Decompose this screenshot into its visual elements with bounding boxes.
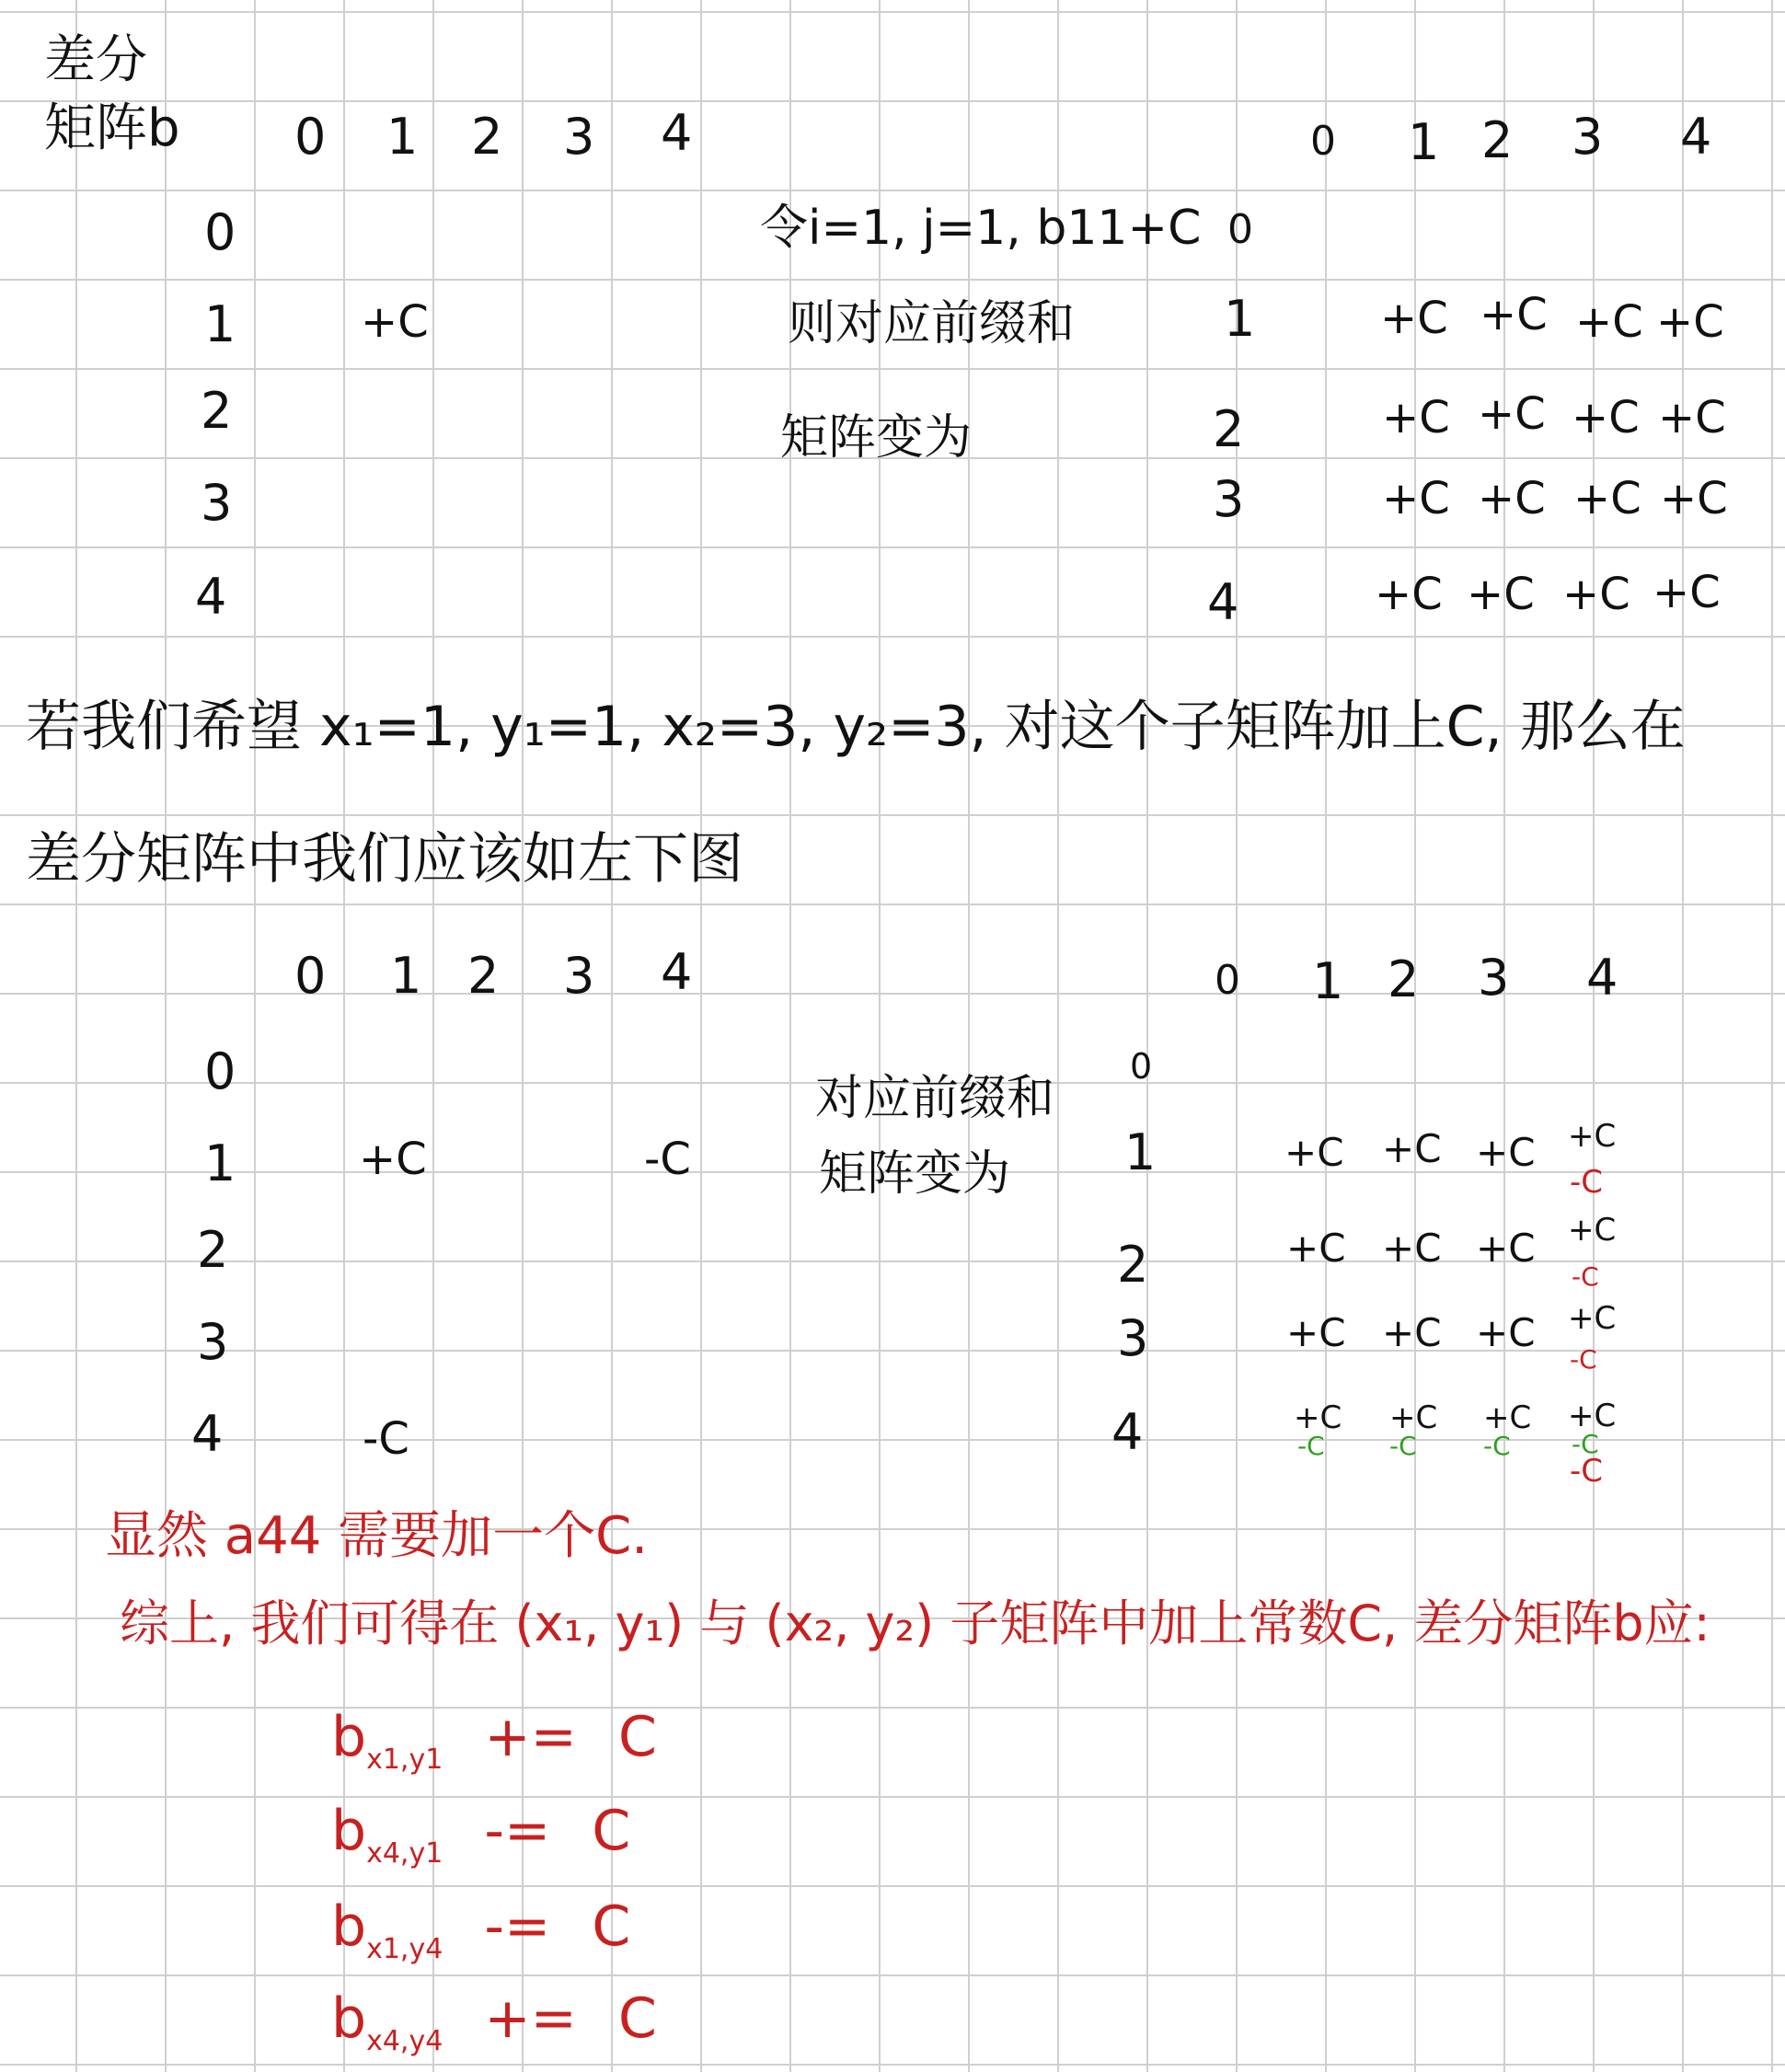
row-header: 2 (1213, 400, 1245, 458)
col-header: 2 (1388, 950, 1420, 1008)
note-line: 则对应前缀和 (788, 296, 1076, 351)
col-header: 3 (563, 108, 595, 166)
cell-value: +C (1286, 1310, 1346, 1355)
matrix-title-line2: 矩阵b (44, 98, 180, 158)
cell-value: +C (1476, 1130, 1536, 1175)
col-header: 1 (1408, 113, 1440, 171)
cell-value: +C (1568, 1300, 1617, 1337)
equation-1 (331, 1705, 657, 1776)
cell-value-minus: -C (1483, 1431, 1511, 1461)
cell-value: +C (1660, 473, 1728, 524)
cell-value-minus: -C (1572, 1429, 1599, 1459)
col-header: 4 (1586, 949, 1618, 1007)
eq-b: b (331, 1799, 367, 1863)
col-header: 3 (563, 947, 595, 1005)
eq-c: C (618, 1705, 657, 1769)
row-header: 0 (204, 203, 236, 261)
matrix-title-line1: 差分 (44, 30, 147, 90)
cell-value: +C (1656, 296, 1724, 348)
cell-value: +C (1389, 1399, 1438, 1436)
equation-3 (331, 1894, 631, 1965)
cell-value: +C (1467, 569, 1535, 620)
cell-value: +C (1476, 1310, 1536, 1355)
cell-value-minus: -C (1297, 1431, 1325, 1461)
eq-c: C (618, 1986, 657, 2051)
col-header: 0 (1310, 118, 1336, 165)
col-header: 2 (467, 947, 500, 1005)
col-header: 1 (1312, 952, 1344, 1010)
row-header: 3 (1213, 470, 1245, 528)
cell-value: +C (359, 1134, 427, 1185)
col-header: 4 (1680, 108, 1712, 166)
eq-op: -= (484, 1894, 551, 1959)
row-header: 0 (1130, 1046, 1153, 1087)
eq-c: C (592, 1894, 631, 1959)
cell-value-minus: -C (1570, 1344, 1597, 1375)
cell-value: -C (644, 1134, 691, 1185)
eq-subscript: x1,y1 (366, 1744, 443, 1776)
cell-value: +C (1568, 1118, 1617, 1155)
cell-value: +C (1568, 1212, 1617, 1249)
col-header: 0 (294, 947, 327, 1005)
eq-op: += (484, 1705, 577, 1769)
row-header: 2 (197, 1221, 229, 1279)
eq-b: b (331, 1894, 367, 1959)
cell-value: +C (1483, 1399, 1532, 1436)
note-line: 矩阵变为 (819, 1146, 1011, 1202)
cell-value: +C (361, 296, 429, 348)
cell-value: +C (1382, 1226, 1442, 1271)
col-header: 4 (661, 943, 693, 1001)
row-header: 3 (201, 474, 233, 532)
cell-value: +C (1382, 392, 1450, 443)
cell-value: +C (1575, 296, 1643, 348)
cell-value: +C (1476, 1226, 1536, 1271)
eq-op: -= (484, 1799, 551, 1863)
cell-value: +C (1653, 567, 1721, 618)
sentence-line2: 差分矩阵中我们应该如左下图 (26, 827, 743, 892)
note-line: 矩阵变为 (780, 410, 973, 466)
col-header: 1 (390, 947, 422, 1005)
cell-value: +C (1562, 569, 1630, 620)
eq-subscript: x1,y4 (366, 1933, 443, 1965)
cell-value: +C (1572, 392, 1640, 443)
sentence-line1: 若我们希望 x₁=1, y₁=1, x₂=3, y₂=3, 对这个子矩阵加上C, 那么在 (26, 695, 1686, 759)
col-header: 0 (294, 108, 327, 166)
row-header: 3 (1117, 1309, 1149, 1367)
col-header: 3 (1572, 108, 1604, 166)
cell-value: +C (1382, 1126, 1442, 1171)
cell-value: +C (1480, 289, 1548, 340)
equation-4 (331, 1986, 657, 2057)
row-header: 1 (1124, 1123, 1157, 1181)
row-header: 1 (204, 1134, 236, 1192)
cell-value: +C (1658, 392, 1726, 443)
cell-value: +C (1382, 1310, 1442, 1355)
cell-value: -C (363, 1413, 409, 1465)
note-line: 对应前缀和 (815, 1071, 1055, 1126)
row-header: 2 (1117, 1236, 1149, 1294)
cell-value: +C (1573, 473, 1641, 524)
row-header: 1 (1224, 290, 1256, 348)
cell-value: +C (1286, 1226, 1346, 1271)
col-header: 3 (1478, 949, 1510, 1007)
conclusion-line1: 显然 a44 需要加一个C. (105, 1506, 649, 1566)
note-line: 令i=1, j=1, b11+C (760, 201, 1202, 256)
conclusion-line2: 综上, 我们可得在 (x₁, y₁) 与 (x₂, y₂) 子矩阵中加上常数C, 差分矩阵b应: (120, 1594, 1710, 1652)
col-header: 1 (386, 108, 419, 166)
col-header: 4 (661, 104, 693, 162)
row-header: 3 (197, 1313, 229, 1371)
eq-c: C (592, 1799, 631, 1863)
cell-value: +C (1284, 1130, 1344, 1175)
row-header: 0 (204, 1042, 236, 1100)
equation-2 (331, 1799, 631, 1870)
col-header: 2 (471, 108, 503, 166)
cell-value: +C (1375, 569, 1443, 620)
row-header: 4 (191, 1405, 224, 1463)
cell-value-minus: -C (1389, 1431, 1417, 1461)
row-header: 4 (1111, 1403, 1144, 1461)
cell-value: +C (1382, 473, 1450, 524)
row-header: 2 (201, 382, 233, 440)
cell-value: +C (1478, 388, 1546, 440)
cell-value: +C (1380, 293, 1448, 344)
cell-value-minus: -C (1570, 1164, 1604, 1201)
eq-subscript: x4,y1 (366, 1837, 443, 1870)
cell-value: +C (1478, 473, 1546, 524)
cell-value-minus: -C (1572, 1261, 1599, 1292)
col-header: 2 (1481, 111, 1514, 169)
row-header: 4 (195, 568, 227, 626)
row-header: 0 (1227, 206, 1253, 253)
eq-op: += (484, 1986, 577, 2051)
cell-value: +C (1568, 1398, 1617, 1434)
row-header: 4 (1207, 573, 1239, 631)
eq-b: b (331, 1705, 367, 1769)
cell-value-minus: -C (1570, 1453, 1604, 1490)
cell-value: +C (1294, 1399, 1342, 1436)
row-header: 1 (204, 295, 236, 353)
col-header: 0 (1215, 957, 1240, 1004)
eq-subscript: x4,y4 (366, 2025, 443, 2057)
eq-b: b (331, 1986, 367, 2051)
